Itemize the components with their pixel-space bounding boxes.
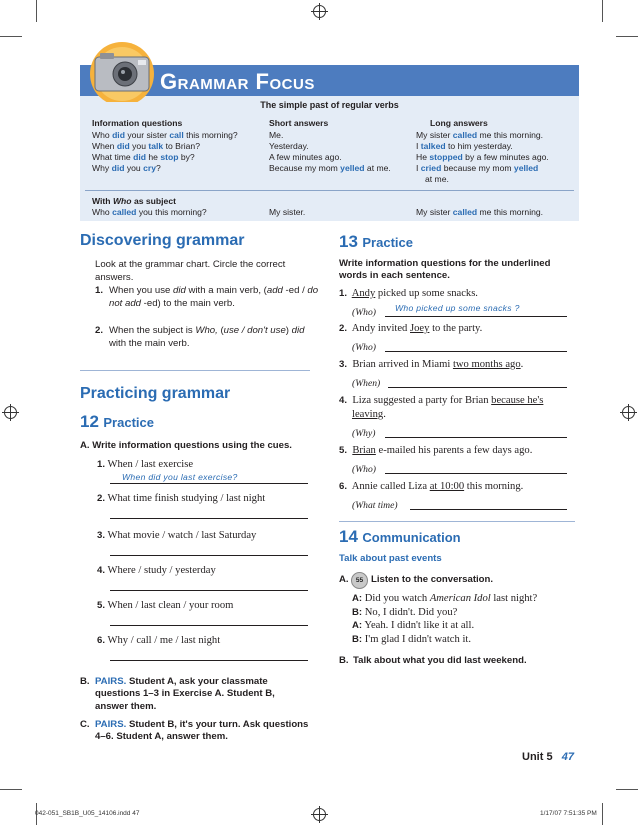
grammar-long-answer: My sister called me this morning. (416, 207, 544, 217)
cue-word: (Who) (352, 464, 376, 475)
dialog-line: B: No, I didn't. Did you? (352, 607, 458, 618)
section-divider (80, 370, 310, 371)
practicing-grammar-heading: Practicing grammar (80, 385, 231, 402)
cue-item: 5. When / last clean / your room (97, 600, 234, 611)
cue-word: (Why) (352, 428, 376, 439)
answer-line[interactable] (110, 625, 308, 626)
crop-mark (36, 0, 37, 22)
step-label: C. (80, 719, 90, 730)
cue-item: 3. What movie / watch / last Saturday (97, 530, 257, 541)
grammar-question-row: Why did you cry? (92, 163, 161, 173)
column-header-questions: Information questions (92, 118, 183, 128)
crop-mark (602, 803, 603, 825)
step-label: B. (80, 676, 90, 687)
sentence-item: 5. Brian e-mailed his parents a few days ago. (339, 445, 533, 456)
answer-line[interactable] (385, 316, 567, 317)
sentence-item: 4. Liza suggested a party for Brian because he's (339, 395, 544, 406)
page-footer: Unit 5 47 (522, 751, 574, 763)
cue-item: 6. Why / call / me / last night (97, 635, 221, 646)
grammar-short-answer: My sister. (269, 207, 306, 217)
answer-line[interactable] (385, 473, 567, 474)
discovering-item: When the subject is Who, (use / don't use) did with the main verb. (109, 325, 305, 349)
camera-icon (82, 40, 164, 102)
dialog-line: B: I'm glad I didn't watch it. (352, 634, 471, 645)
grammar-question-row: What time did he stop by? (92, 152, 195, 162)
answer-line[interactable] (110, 590, 308, 591)
pairs-instruction-c: PAIRS. Student B, it's your turn. Ask questions 4–6. Student A, answer them. (95, 719, 309, 743)
audio-track-icon[interactable]: 55 (351, 572, 368, 589)
column-header-long: Long answers (430, 118, 488, 128)
registration-mark-icon (313, 5, 326, 18)
registration-mark-icon (4, 406, 17, 419)
crop-mark (602, 0, 603, 22)
registration-mark-icon (313, 808, 326, 821)
who-subject-heading: With Who as subject (92, 196, 176, 206)
cue-word: (Who) (352, 307, 376, 318)
file-slug: 042-051_SB1B_U05_14106.indd 47 (35, 810, 140, 817)
grammar-question-row: When did you talk to Brian? (92, 141, 200, 151)
item-number: 2. (95, 325, 104, 336)
cue-word: (Who) (352, 342, 376, 353)
sentence-item: 3. Brian arrived in Miami two months ago. (339, 359, 524, 370)
crop-mark (616, 789, 638, 790)
grammar-long-answer: He stopped by a few minutes ago. (416, 152, 549, 162)
date-slug: 1/17/07 7:51:35 PM (540, 810, 597, 817)
cue-item: 2. What time finish studying / last night (97, 493, 266, 504)
grammar-long-answer-continued: at me. (425, 174, 449, 184)
grammar-focus-title: Grammar Focus (160, 69, 315, 94)
sentence-item: 1. Andy picked up some snacks. (339, 288, 478, 299)
exercise-12-heading: 12 Practice (80, 412, 154, 431)
grammar-question-row: Who called you this morning? (92, 207, 207, 217)
communication-task-b: Talk about what you did last weekend. (353, 655, 527, 666)
crop-mark (616, 36, 638, 37)
exercise-13-heading: 13 Practice (339, 232, 413, 251)
section-divider (339, 521, 575, 522)
exercise-12-instruction: A. Write information questions using the cues. (80, 440, 292, 451)
cue-item: 1. When / last exercise (97, 459, 194, 470)
registration-mark-icon (622, 406, 635, 419)
cue-item: 4. Where / study / yesterday (97, 565, 216, 576)
listen-instruction: Listen to the conversation. (371, 574, 494, 585)
exercise-13-instruction: Write information questions for the underlined words in each sentence. (339, 258, 551, 282)
crop-mark (0, 36, 22, 37)
grammar-short-answer: A few minutes ago. (269, 152, 342, 162)
discovering-item: When you use did with a main verb, (add -ed / do not add -ed) to the main verb. (109, 285, 319, 309)
crop-mark (0, 789, 22, 790)
grammar-long-answer: I cried because my mom yelled (416, 163, 539, 173)
grammar-divider (85, 190, 574, 191)
grammar-question-row: Who did your sister call this morning? (92, 130, 238, 140)
answer-text: When did you last exercise? (122, 472, 238, 482)
dialog-line: A: Did you watch American Idol last night? (352, 593, 538, 604)
grammar-short-answer: Yesterday. (269, 141, 309, 151)
grammar-short-answer: Because my mom yelled at me. (269, 163, 391, 173)
answer-line[interactable] (110, 483, 308, 484)
answer-line[interactable] (385, 437, 567, 438)
step-label: A. (339, 574, 349, 585)
sentence-item-continued: leaving. (352, 409, 386, 420)
discovering-intro: Look at the grammar chart. Circle the correct answers. (95, 259, 286, 283)
item-number: 1. (95, 285, 104, 296)
grammar-long-answer: My sister called me this morning. (416, 130, 544, 140)
dialog-line: A: Yeah. I didn't like it at all. (352, 620, 475, 631)
answer-line[interactable] (385, 351, 567, 352)
answer-line[interactable] (110, 555, 308, 556)
grammar-long-answer: I talked to him yesterday. (416, 141, 513, 151)
answer-line[interactable] (410, 509, 567, 510)
grammar-short-answer: Me. (269, 130, 284, 140)
pairs-instruction-b: PAIRS. Student A, ask your classmate questions 1–3 in Exercise A. Student B, answer them. (95, 676, 275, 712)
sentence-item: 2. Andy invited Joey to the party. (339, 323, 483, 334)
answer-line[interactable] (110, 518, 308, 519)
discovering-grammar-heading: Discovering grammar (80, 232, 245, 249)
grammar-focus-subtitle: The simple past of regular verbs (260, 100, 399, 110)
answer-line[interactable] (388, 387, 567, 388)
cue-word: (When) (352, 378, 381, 389)
sentence-item: 6. Annie called Liza at 10:00 this morning. (339, 481, 524, 492)
answer-line[interactable] (110, 660, 308, 661)
answer-text: Who picked up some snacks ? (395, 303, 520, 313)
column-header-short: Short answers (269, 118, 329, 128)
communication-subheading: Talk about past events (339, 553, 442, 564)
exercise-14-heading: 14 Communication (339, 527, 461, 546)
step-label: B. (339, 655, 349, 666)
cue-word: (What time) (352, 500, 398, 511)
